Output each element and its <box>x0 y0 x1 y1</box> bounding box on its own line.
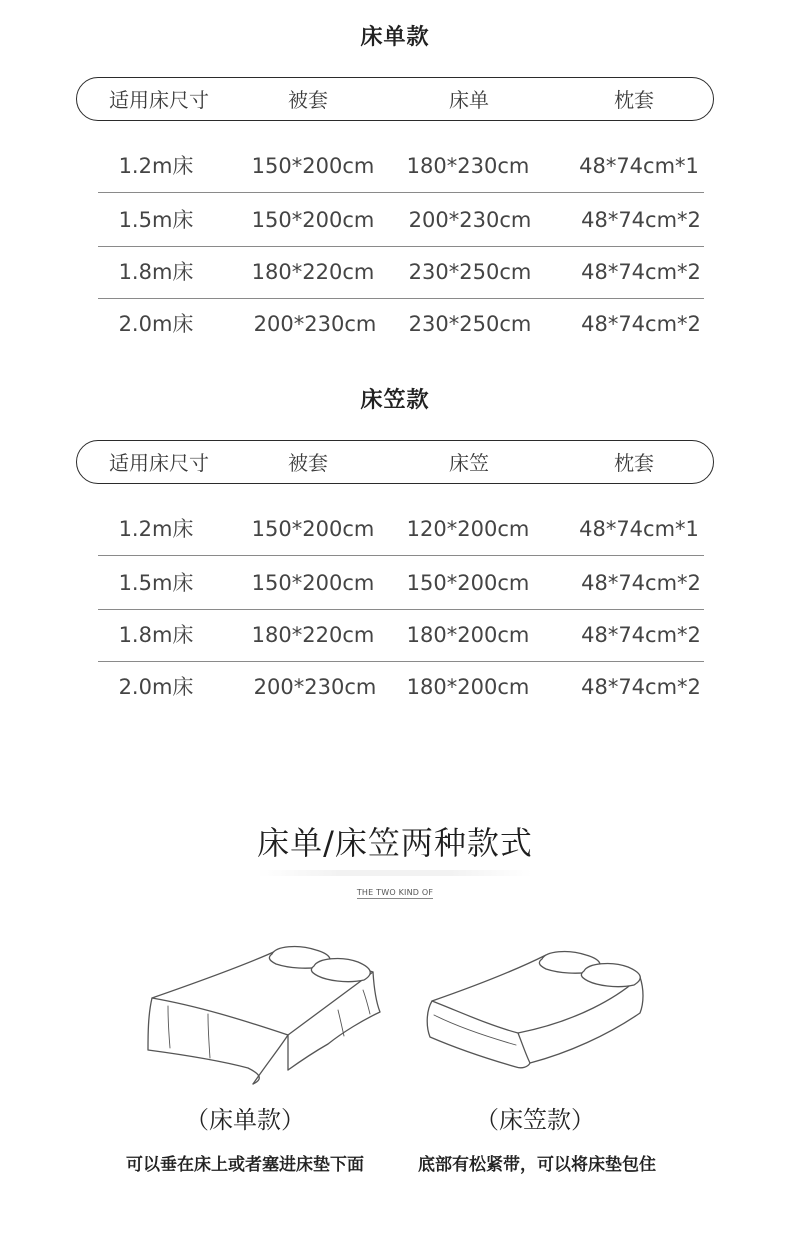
table-row <box>98 298 704 350</box>
fitted-sheet-bed-illustration-icon <box>418 945 658 1075</box>
section1-title: 床单款 <box>360 25 430 50</box>
cell-fitted-sheet: 150*200cm <box>406 571 530 595</box>
cell-fitted-sheet: 180*200cm <box>406 675 530 699</box>
section2-title: 床笠款 <box>360 388 430 413</box>
cell-duvet-cover: 150*200cm <box>251 154 375 178</box>
cell-pillowcase: 48*74cm*2 <box>581 675 701 699</box>
cell-pillowcase: 48*74cm*2 <box>581 312 701 336</box>
header-sheet: 床单 <box>449 88 489 112</box>
table-row <box>98 140 704 193</box>
table-row <box>98 194 704 247</box>
cell-pillowcase: 48*74cm*2 <box>581 260 701 284</box>
header-duvet-cover: 被套 <box>288 88 328 112</box>
cell-fitted-sheet: 120*200cm <box>406 517 530 541</box>
cell-sheet: 230*250cm <box>408 260 532 284</box>
header-size: 适用床尺寸 <box>109 451 209 475</box>
table-row <box>98 557 704 610</box>
table-row <box>98 661 704 713</box>
cell-duvet-cover: 150*200cm <box>251 208 375 232</box>
title-underline-shade <box>258 870 532 876</box>
table-row <box>98 609 704 662</box>
cell-sheet: 180*230cm <box>406 154 530 178</box>
cell-size: 1.5m床 <box>118 571 194 595</box>
fitted-sheet-caption: （床笠款） <box>475 1106 595 1134</box>
header-pillowcase: 枕套 <box>614 451 654 475</box>
table-row <box>98 246 704 299</box>
header-duvet-cover: 被套 <box>288 451 328 475</box>
cell-duvet-cover: 150*200cm <box>251 517 375 541</box>
cell-sheet: 200*230cm <box>408 208 532 232</box>
kinds-title: 床单/床笠两种款式 <box>257 824 533 862</box>
header-size: 适用床尺寸 <box>109 88 209 112</box>
cell-size: 2.0m床 <box>118 675 194 699</box>
cell-size: 1.8m床 <box>118 623 194 647</box>
cell-pillowcase: 48*74cm*2 <box>581 571 701 595</box>
header-fitted-sheet: 床笠 <box>449 451 489 475</box>
cell-size: 1.2m床 <box>118 154 194 178</box>
table-row <box>98 503 704 556</box>
cell-pillowcase: 48*74cm*2 <box>581 623 701 647</box>
cell-duvet-cover: 200*230cm <box>253 312 377 336</box>
cell-size: 1.8m床 <box>118 260 194 284</box>
flat-sheet-bed-illustration-icon <box>138 940 388 1090</box>
cell-size: 1.2m床 <box>118 517 194 541</box>
cell-duvet-cover: 180*220cm <box>251 623 375 647</box>
section2-table-header <box>76 440 714 484</box>
cell-size: 1.5m床 <box>118 208 194 232</box>
fitted-sheet-description: 底部有松紧带，可以将床垫包住 <box>418 1155 656 1175</box>
cell-fitted-sheet: 180*200cm <box>406 623 530 647</box>
section1-table-header <box>76 77 714 121</box>
cell-duvet-cover: 150*200cm <box>251 571 375 595</box>
cell-duvet-cover: 180*220cm <box>251 260 375 284</box>
cell-pillowcase: 48*74cm*1 <box>579 154 699 178</box>
flat-sheet-description: 可以垂在床上或者塞进床垫下面 <box>126 1155 364 1175</box>
cell-sheet: 230*250cm <box>408 312 532 336</box>
cell-pillowcase: 48*74cm*1 <box>579 517 699 541</box>
cell-size: 2.0m床 <box>118 312 194 336</box>
flat-sheet-caption: （床单款） <box>185 1106 305 1134</box>
header-pillowcase: 枕套 <box>614 88 654 112</box>
cell-pillowcase: 48*74cm*2 <box>581 208 701 232</box>
kinds-subtitle: THE TWO KIND OF <box>356 888 434 897</box>
cell-duvet-cover: 200*230cm <box>253 675 377 699</box>
